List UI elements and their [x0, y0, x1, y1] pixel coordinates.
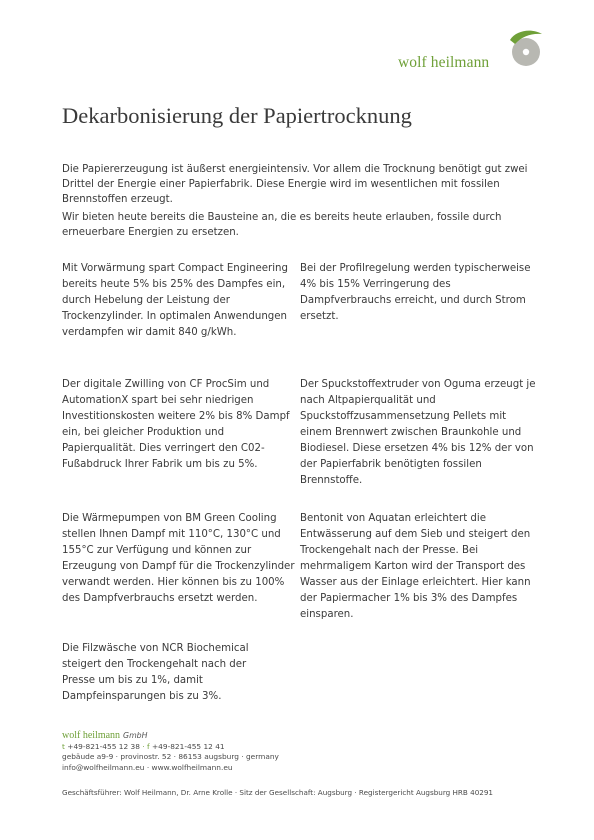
- fax-label: f: [147, 741, 150, 751]
- digital-twin-paragraph: Der digitale Zwilling von CF ProcSim und AutomationX spart bei sehr niedrigen Investitionskosten weitere 2% bis 8% Dampf ein, bei gleicher Produktion und Papierqualität. Dies verringert den C02-Fußabdruck Ihrer Fabrik um bis zu 5%.: [62, 379, 290, 470]
- page-title: Dekarbonisierung der Papiertrocknung: [62, 103, 412, 128]
- intro-paragraph: Die Papiererzeugung ist äußerst energieintensiv. Vor allem die Trocknung benötigt gut zwei Drittel der Energie einer Papierfabrik. Diese Energie wird im wesentlichen mit fossilen Brennstoffen erzeugt.: [62, 164, 528, 205]
- logo-wordmark: wolf heilmann: [398, 54, 490, 71]
- bentonite-paragraph: Bentonit von Aquatan erleichtert die Entwässerung auf dem Sieb und steigert den Trockengehalt nach der Presse. Bei mehrmaligem Karton wird der Transport des Wasser aus der Einlage erleichtert. Hier kann der Papiermacher 1% bis 3% des Dampfes einsparen.: [300, 513, 531, 620]
- footer-gmbh: GmbH: [123, 731, 148, 740]
- preheating-paragraph: Mit Vorwärmung spart Compact Engineering bereits heute 5% bis 25% des Dampfes ein, durch Hebelung der Leistung der Trockenzylinder. In optimalen Anwendungen verdampfen wir damit 840 g/kWh.: [62, 263, 288, 338]
- separator: ·: [142, 741, 145, 751]
- intro-paragraph: Wir bieten heute bereits die Bausteine an, die es bereits heute erlauben, fossile durch erneuerbare Energien zu ersetzen.: [62, 212, 502, 238]
- fax-number: +49-821-455 12 41: [151, 741, 225, 751]
- footer-contact: [62, 731, 279, 773]
- company-logo: [398, 36, 548, 72]
- reject-extruder-paragraph: Der Spuckstoffextruder von Oguma erzeugt je nach Altpapierqualität und Spuckstoffzusammensetzung Pellets mit einem Brennwert zwischen Braunkohle und Biodiesel. Diese ersetzen 4% bis 12% der von der Papierfabrik benötigten fossilen Brennstoffe.: [300, 379, 536, 486]
- leaf-circle-logo-icon: [502, 28, 546, 70]
- footer-address: gebäude a9-9 · provinostr. 52 · 86153 augsburg · germany: [62, 752, 279, 761]
- phone-label: t: [62, 741, 65, 751]
- intro-section: [62, 162, 542, 240]
- footer-brand: wolf heilmann: [62, 730, 121, 741]
- footer-email-web[interactable]: info@wolfheilmann.eu · www.wolfheilmann.eu: [62, 762, 233, 772]
- felt-washing-paragraph: Die Filzwäsche von NCR Biochemical steigert den Trockengehalt nach der Presse um bis zu 1%, damit Dampfeinsparungen bis zu 3%.: [62, 643, 249, 702]
- footer-brand-line: [62, 731, 279, 742]
- footer-phone-line: [62, 742, 279, 753]
- phone-number[interactable]: +49-821-455 12 38: [67, 741, 140, 751]
- legal-notice: Geschäftsführer: Wolf Heilmann, Dr. Arne Krolle · Sitz der Gesellschaft: Augsburg · Registergericht Augsburg HRB 40291: [62, 788, 493, 797]
- heat-pump-paragraph: Die Wärmepumpen von BM Green Cooling stellen Ihnen Dampf mit 110°C, 130°C und 155°C zur Verfügung und können zur Erzeugung von Dampf für die Trockenzylinder verwandt werden. Hier können bis zu 100% des Dampfverbrauchs ersetzt werden.: [62, 513, 295, 604]
- profile-control-paragraph: Bei der Profilregelung werden typischerweise 4% bis 15% Verringerung des Dampfverbrauchs erreicht, und durch Strom ersetzt.: [300, 263, 531, 322]
